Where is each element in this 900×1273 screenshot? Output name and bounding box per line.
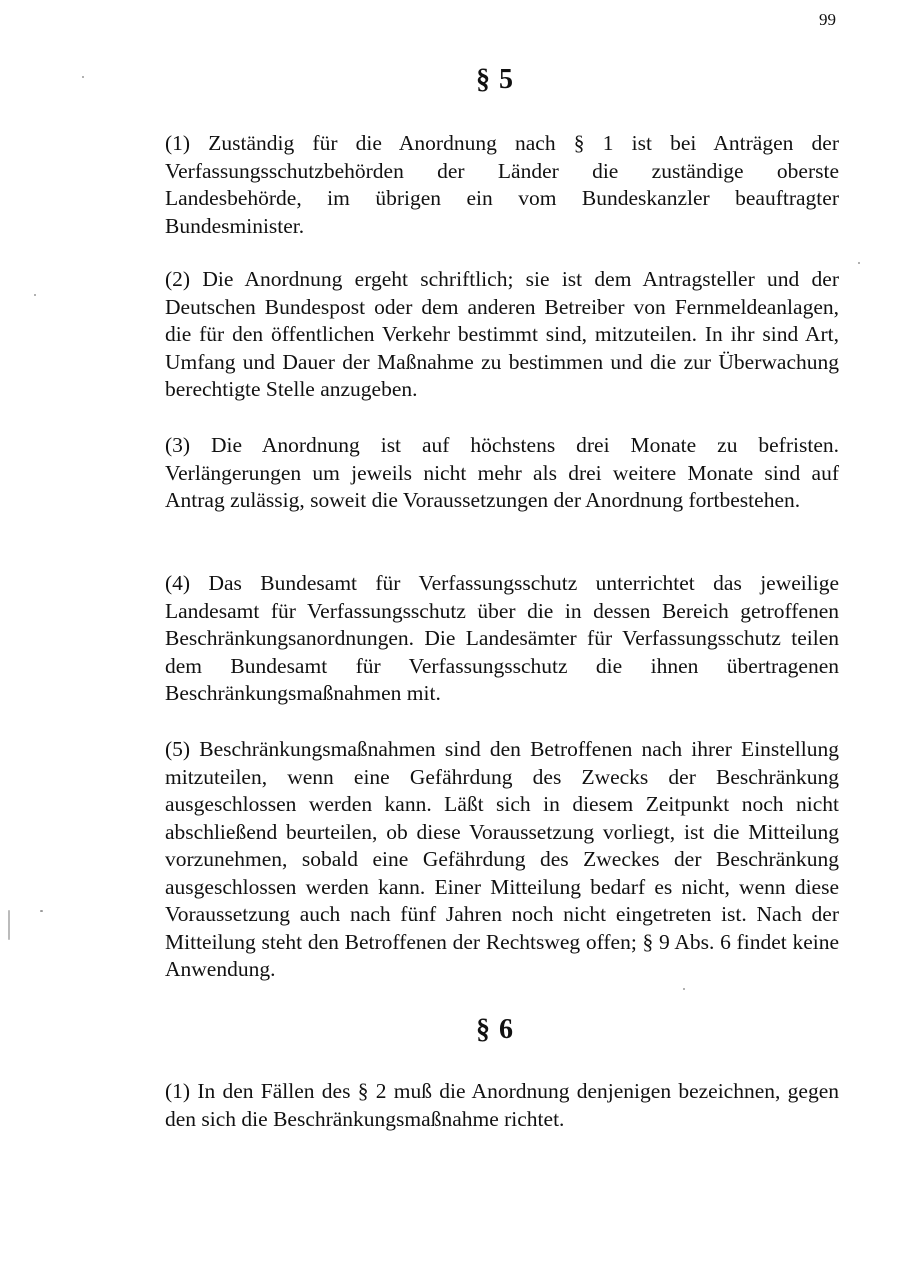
scan-speck <box>683 988 685 990</box>
section-5-heading: § 5 <box>476 64 514 95</box>
scan-speck <box>858 262 860 264</box>
section-6-heading: § 6 <box>476 1014 514 1045</box>
page-number: 99 <box>819 10 836 29</box>
section-5-paragraph-3: (3) Die Anordnung ist auf höchstens drei Monate zu befristen. Verlängerungen um jeweils nicht mehr als drei weitere Monate sind auf Antrag zulässig, soweit die Voraussetzungen der Anordnung fortbestehen. <box>165 433 839 512</box>
section-5-paragraph-2: (2) Die Anordnung ergeht schriftlich; sie ist dem Antragsteller und der Deutschen Bundespost oder dem anderen Betreiber von Fernmeldeanlagen, die für den öffentlichen Verkehr bestimmt sind, mitzuteilen. In ihr sind Art, Umfang und Dauer der Maßnahme zu bestimmen und die zur Überwachung berechtigte Stelle anzugeben. <box>165 267 839 401</box>
section-5-paragraph-4: (4) Das Bundesamt für Verfassungsschutz unterrichtet das jeweilige Landesamt für Verfassungsschutz über die in dessen Bereich getroffenen Beschränkungsanordnungen. Die Landesämter für Verfassungsschutz teilen dem Bundesamt für Verfassungsschutz die ihnen übertragenen Beschränkungsmaßnahmen mit. <box>165 571 839 705</box>
scan-speck <box>8 910 10 940</box>
scan-speck <box>82 76 84 78</box>
scan-speck <box>34 294 36 296</box>
scan-speck <box>40 910 43 912</box>
section-6-paragraph-1: (1) In den Fällen des § 2 muß die Anordnung denjenigen bezeichnen, gegen den sich die Beschränkungsmaßnahme richtet. <box>165 1079 839 1131</box>
section-5-paragraph-5: (5) Beschränkungsmaßnahmen sind den Betroffenen nach ihrer Einstellung mitzuteilen, wenn eine Gefährdung des Zwecks der Beschränkung ausgeschlossen werden kann. Läßt sich in diesem Zeitpunkt noch nicht abschließend beurteilen, ob diese Voraussetzung vorliegt, ist die Mitteilung vorzunehmen, sobald eine Gefährdung des Zweckes der Beschränkung ausgeschlossen werden kann. Einer Mitteilung bedarf es nicht, wenn diese Voraussetzung auch nach fünf Jahren noch nicht eingetreten ist. Nach der Mitteilung steht den Betroffenen der Rechtsweg offen; § 9 Abs. 6 findet keine Anwendung. <box>165 737 839 981</box>
section-5-paragraph-1: (1) Zuständig für die Anordnung nach § 1 ist bei Anträgen der Verfassungsschutzbehörden der Länder die zuständige oberste Landesbehörde, im übrigen ein vom Bundeskanzler beauftragter Bundesminister. <box>165 131 839 238</box>
